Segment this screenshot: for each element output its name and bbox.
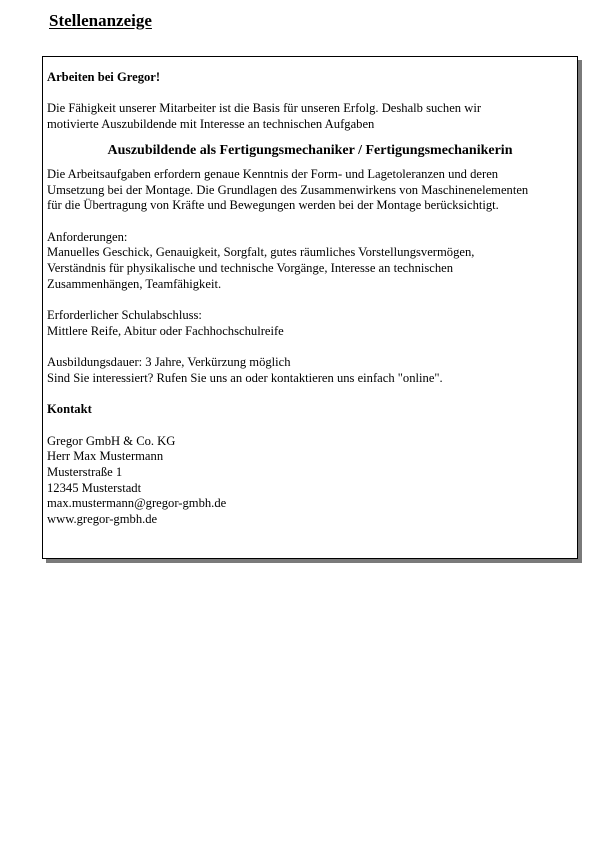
school-label: Erforderlicher Schulabschluss: xyxy=(47,308,202,323)
spacer xyxy=(47,292,573,308)
contact-block xyxy=(47,434,573,528)
spacer xyxy=(47,387,573,403)
job-description xyxy=(47,167,573,214)
requirements-line: Manuelles Geschick, Genauigkeit, Sorgfalt, gutes räumliches Vorstellungsvermögen, xyxy=(47,245,475,260)
intro-text xyxy=(47,101,573,132)
school-section xyxy=(47,308,573,339)
call-to-action: Sind Sie interessiert? Rufen Sie uns an oder kontaktieren uns einfach "online". xyxy=(47,370,443,385)
description-line: Umsetzung bei der Montage. Die Grundlagen des Zusammenwirkens von Maschinenelementen xyxy=(47,182,529,197)
contact-city: 12345 Musterstadt xyxy=(47,480,142,495)
intro-line: motivierte Auszubildende mit Interesse an technischen Aufgaben xyxy=(47,117,375,132)
description-line: Die Arbeitsaufgaben erfordern genaue Kenntnis der Form- und Lagetoleranzen und deren xyxy=(47,166,499,181)
spacer xyxy=(47,86,573,102)
requirements-line: Zusammenhängen, Teamfähigkeit. xyxy=(47,276,222,291)
intro-line: Die Fähigkeit unserer Mitarbeiter ist die Basis für unseren Erfolg. Deshalb suchen wir xyxy=(47,101,482,116)
contact-company: Gregor GmbH & Co. KG xyxy=(47,433,176,448)
requirements-label: Anforderungen: xyxy=(47,229,128,244)
spacer xyxy=(47,418,573,434)
spacer xyxy=(47,214,573,230)
contact-street: Musterstraße 1 xyxy=(47,465,123,480)
school-value: Mittlere Reife, Abitur oder Fachhochschulreife xyxy=(47,323,284,338)
contact-heading: Kontakt xyxy=(47,402,92,417)
requirements-section xyxy=(47,230,573,293)
description-line: für die Übertragung von Kräfte und Bewegungen werden bei der Montage berücksichtigt. xyxy=(47,198,499,213)
contact-website[interactable]: www.gregor-gmbh.de xyxy=(47,512,158,527)
intro-title: Arbeiten bei Gregor! xyxy=(47,70,161,84)
spacer xyxy=(47,340,573,356)
job-title: Auszubildende als Fertigungsmechaniker / Fertigungsmechanikerin xyxy=(107,142,513,158)
contact-email[interactable]: max.mustermann@gregor-gmbh.de xyxy=(47,496,227,511)
duration-section xyxy=(47,355,573,386)
training-duration: Ausbildungsdauer: 3 Jahre, Verkürzung möglich xyxy=(47,355,291,370)
page-title: Stellenanzeige xyxy=(49,11,152,30)
contact-person: Herr Max Mustermann xyxy=(47,449,164,464)
job-ad-box xyxy=(42,56,578,559)
requirements-line: Verständnis für physikalische und technische Vorgänge, Interesse an technischen xyxy=(47,261,454,275)
